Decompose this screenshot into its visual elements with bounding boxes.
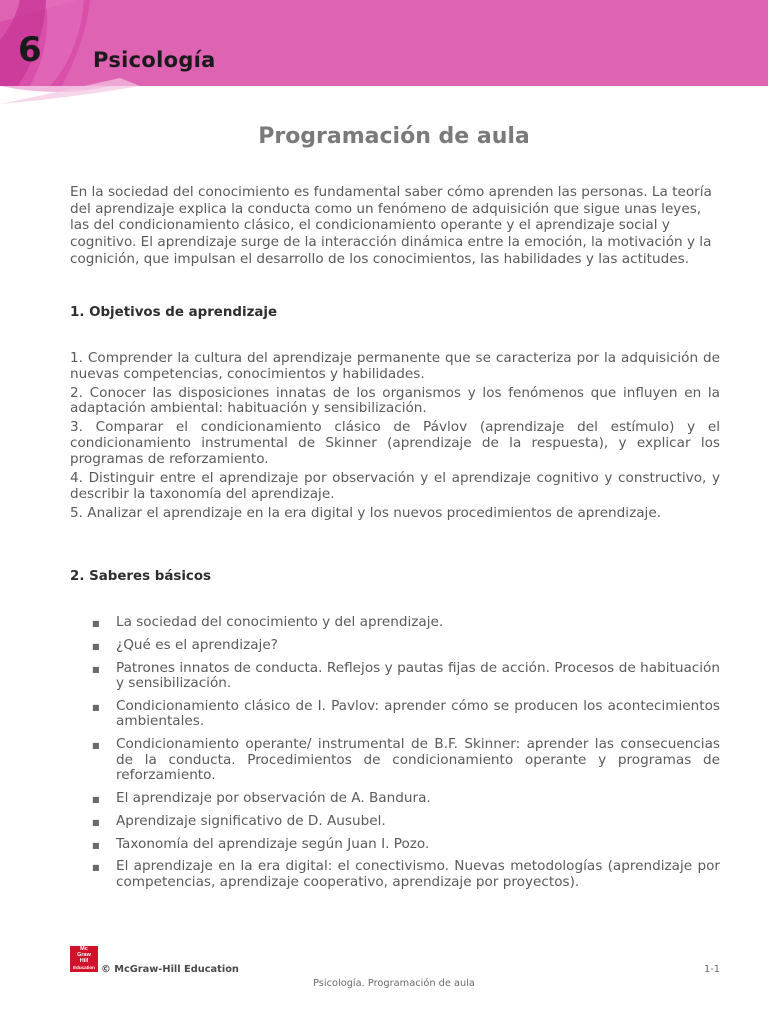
list-item-text: La sociedad del conocimiento y del aprendizaje. [116,614,444,630]
list-item-text: El aprendizaje por observación de A. Bandura. [116,789,431,806]
bullet-icon: ■ [92,664,100,674]
intro-paragraph: En la sociedad del conocimiento es fundamental saber cómo aprenden las personas. La teoría del aprendizaje explica la conducta como un fenómeno de adquisición que sigue unas leyes, las del condicionamiento clásico, el condicionamiento operante y el aprendizaje social y cognitivo. El aprendizaje surge de la interacción dinámica entre la emoción, la motivación y la cognición, que impulsan el desarrollo de los conocimientos, las habilidades y las actitudes. [70,184,712,267]
objectives-list [70,351,720,525]
logo-line: Mc [80,946,88,952]
bullet-icon: ■ [92,619,100,628]
list-item [70,699,720,730]
list-item [70,615,720,631]
list-item [70,791,720,807]
chapter-title: Psicología [93,48,216,72]
objective-item: 5. Analizar el aprendizaje en la era digital y los nuevos procedimientos de aprendizaje. [70,504,662,521]
list-item [70,737,720,784]
bullet-icon: ■ [92,641,100,651]
chapter-number: 6 [18,30,42,70]
basics-list [70,615,720,898]
page-number: 1-1 [704,964,721,975]
objective-item: 2. Conocer las disposiciones innatas de los organismos y los fenómenos que influyen en la adaptación ambiental: habituación y sensibilización. [70,384,720,417]
page-title: Programación de aula [258,124,530,149]
list-item-text: Aprendizaje significativo de D. Ausubel. [116,812,386,829]
bullet-icon: ■ [92,702,100,712]
list-item [70,837,720,853]
copyright-text: © McGraw-Hill Education [101,964,239,975]
section-heading-basics: 2. Saberes básicos [70,569,212,584]
bullet-icon: ■ [92,817,100,827]
logo-line: Education [73,965,95,970]
list-item-text: Condicionamiento clásico de I. Pavlov: aprender cómo se producen los acontecimientos ambientales. [116,697,720,730]
objective-item: 1. Comprender la cultura del aprendizaje permanente que se caracteriza por la adquisición de nuevas competencias, conocimientos y habilidades. [70,350,720,382]
list-item-text: El aprendizaje en la era digital: el conectivismo. Nuevas metodologías (aprendizaje por competencias, aprendizaje cooperativo, aprendizaje por proyectos). [116,858,720,890]
objective-item: 3. Comparar el condicionamiento clásico de Pávlov (aprendizaje del estímulo) y el condicionamiento instrumental de Skinner (aprendizaje de la respuesta), y explicar los programas de reforzamiento. [70,419,720,467]
bullet-icon: ■ [92,863,100,873]
list-item [70,638,720,654]
list-item-text: Patrones innatos de conducta. Reflejos y pautas fijas de acción. Procesos de habituación y sensibilización. [116,659,720,692]
list-item-text: Taxonomía del aprendizaje según Juan I. Pozo. [116,835,430,852]
mcgraw-hill-logo [70,946,98,972]
section-heading-objectives: 1. Objetivos de aprendizaje [70,305,278,320]
list-item [70,859,720,890]
bullet-icon: ■ [92,794,100,804]
logo-line: Hill [79,958,89,964]
bullet-icon: ■ [92,741,100,751]
logo-line: Graw [77,952,91,958]
bullet-icon: ■ [92,840,100,850]
footer-caption: Psicología. Programación de aula [313,978,475,989]
list-item [70,661,720,692]
list-item [70,814,720,830]
objective-item: 4. Distinguir entre el aprendizaje por observación y el aprendizaje cognitivo y constructivo, y describir la taxonomía del aprendizaje. [70,469,720,502]
list-item-text: Condicionamiento operante/ instrumental de B.F. Skinner: aprender las consecuencias de la conducta. Procedimientos de condicionamiento operante y programas de reforzamiento. [116,736,720,784]
list-item-text: ¿Qué es el aprendizaje? [116,636,278,653]
